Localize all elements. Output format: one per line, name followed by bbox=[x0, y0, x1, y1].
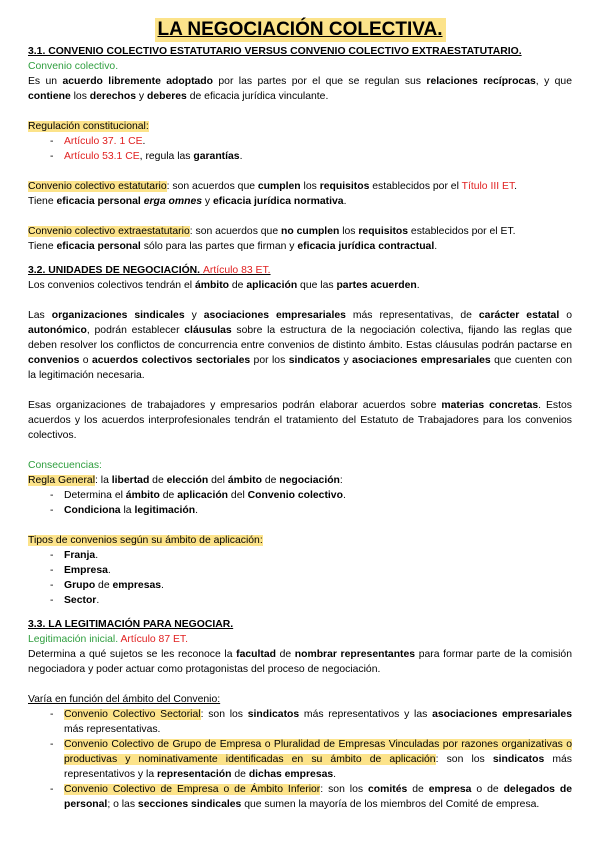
regla-general: Regla General: la libertad de elección del ámbito de negociación: bbox=[28, 475, 343, 486]
varia-label: Varía en función del ámbito del Convenio: bbox=[28, 694, 221, 705]
list-item: - Convenio Colectivo de Grupo de Empresa o Pluralidad de Empresas Vinculadas por razones organizativas o productivas y nominativamente identificadas en su ámbito de aplicación: son los sindicatos más representativos y la representación de dichas empresas. bbox=[50, 737, 572, 782]
title-wrap bbox=[28, 18, 572, 42]
list-item: - Artículo 37. 1 CE. bbox=[50, 134, 572, 149]
regulacion-list bbox=[28, 134, 572, 164]
list-item: - Sector. bbox=[50, 593, 572, 608]
regla-list bbox=[28, 488, 572, 518]
tipos-label: Tipos de convenios según su ámbito de aplicación: bbox=[28, 535, 263, 546]
tipos-list bbox=[28, 548, 572, 608]
section-heading-3-3: 3.3. LA LEGITIMACIÓN PARA NEGOCIAR. bbox=[28, 619, 234, 630]
subheading-legitimacion: Legitimación inicial. Artículo 87 ET. bbox=[28, 634, 189, 645]
section-heading-3-1: 3.1. CONVENIO COLECTIVO ESTATUTARIO VERSUS CONVENIO COLECTIVO EXTRAESTATUTARIO. bbox=[28, 46, 522, 57]
list-item: - Empresa. bbox=[50, 563, 572, 578]
regulacion-label: Regulación constitucional: bbox=[28, 121, 149, 132]
paragraph-materias: Esas organizaciones de trabajadores y empresarios podrán elaborar acuerdos sobre materias concretas. Estos acuerdos y los acuerdos interprofesionales tendrán el tratamiento del Estatuto de Trabajadores para los convenios colectivos. bbox=[28, 400, 572, 441]
list-item: - Franja. bbox=[50, 548, 572, 563]
list-item: - Determina el ámbito de aplicación del Convenio colectivo. bbox=[50, 488, 572, 503]
paragraph-definicion: Es un acuerdo libremente adoptado por las partes por el que se regulan sus relaciones recíprocas, y que contiene los derechos y deberes de eficacia jurídica vinculante. bbox=[28, 76, 572, 102]
list-item: - Artículo 53.1 CE, regula las garantías. bbox=[50, 149, 572, 164]
paragraph-estatutario: Convenio colectivo estatutario: son acuerdos que cumplen los requisitos establecidos por el Título III ET. Tiene eficacia personal erga omnes y eficacia jurídica normativa. bbox=[28, 181, 518, 207]
list-item: - Convenio Colectivo Sectorial: son los sindicatos más representativos y las asociaciones empresariales más representativas. bbox=[50, 707, 572, 737]
legitimacion-list bbox=[28, 707, 572, 812]
paragraph-extraestatutario: Convenio colectivo extraestatutario: son acuerdos que no cumplen los requisitos establecidos por el ET. Tiene eficacia personal sólo para las partes que firman y eficacia jurídica contractual. bbox=[28, 226, 516, 252]
paragraph-ambito: Los convenios colectivos tendrán el ámbito de aplicación que las partes acuerden. bbox=[28, 280, 420, 291]
subheading-consecuencias: Consecuencias: bbox=[28, 460, 102, 471]
page-title: LA NEGOCIACIÓN COLECTIVA. bbox=[155, 18, 446, 42]
section-heading-3-2: 3.2. UNIDADES DE NEGOCIACIÓN. Artículo 83 ET. bbox=[28, 265, 271, 276]
list-item: - Condiciona la legitimación. bbox=[50, 503, 572, 518]
paragraph-organizaciones: Las organizaciones sindicales y asociaciones empresariales más representativas, de carácter estatal o autonómico, podrán establecer cláusulas sobre la estructura de la negociación colectiva, fijando las reglas que deben resolver los conflictos de concurrencia entre convenios de distinto ámbito. Estas cláusulas podrán pactarse en convenios o acuerdos colectivos sectoriales por los sindicatos y asociaciones empresariales que cuenten con la legitimación necesaria. bbox=[28, 310, 572, 381]
list-item: - Grupo de empresas. bbox=[50, 578, 572, 593]
list-item: - Convenio Colectivo de Empresa o de Ámbito Inferior: son los comités de empresa o de delegados de personal; o las secciones sindicales que sumen la mayoría de los miembros del Comité de empresa. bbox=[50, 782, 572, 812]
subheading-convenio-colectivo: Convenio colectivo. bbox=[28, 61, 119, 72]
paragraph-legitimacion: Determina a qué sujetos se les reconoce la facultad de nombrar representantes para formar parte de la comisión negociadora y poder actuar como protagonistas del proceso de negociación. bbox=[28, 649, 572, 675]
